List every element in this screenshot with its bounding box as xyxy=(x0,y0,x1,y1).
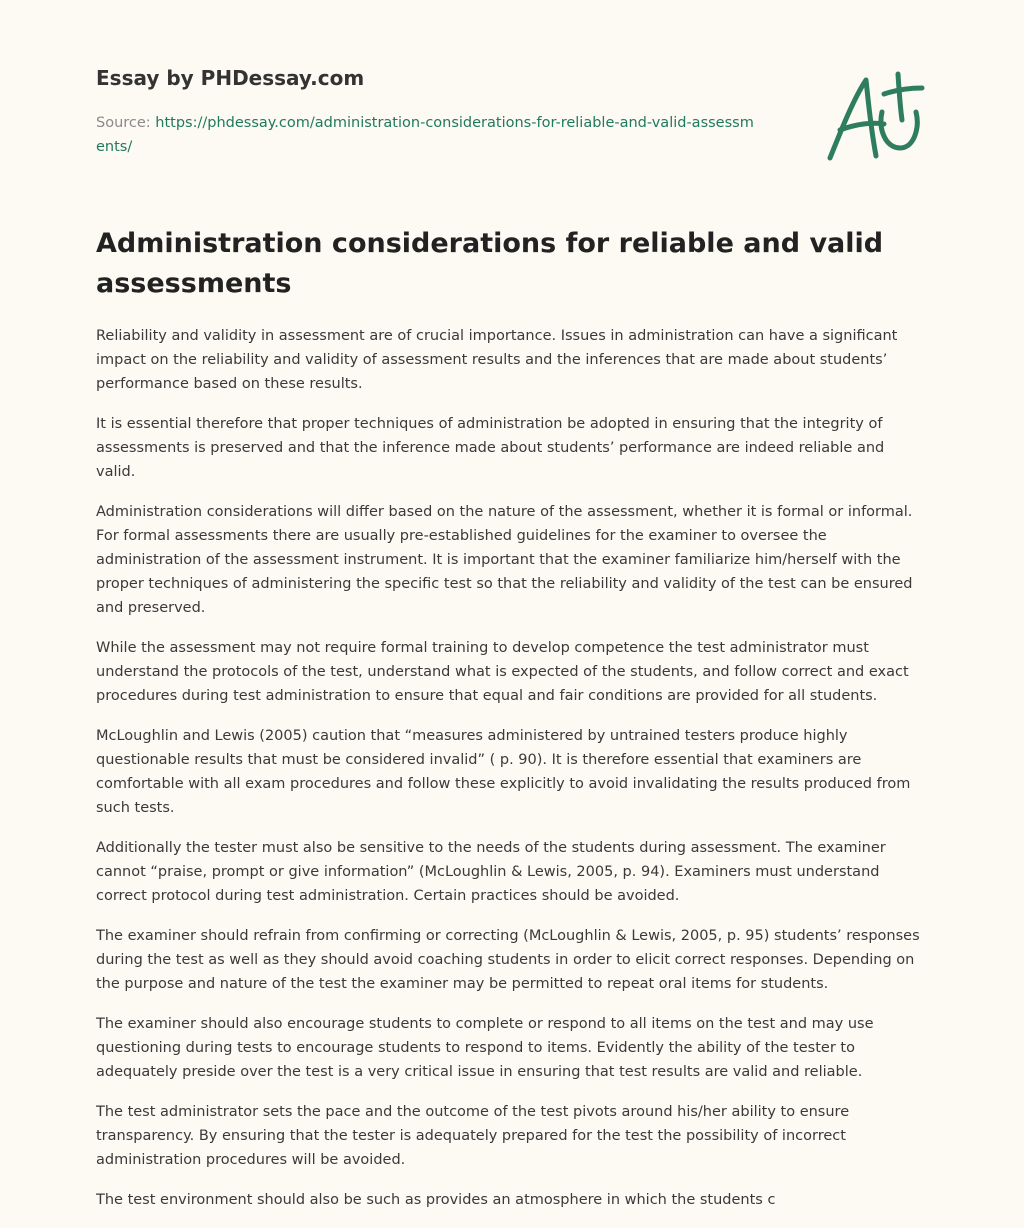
paragraph: The test administrator sets the pace and the outcome of the test pivots around his/her ability to ensure transparency. By ensuring that the tester is adequately prepared for the test the possibility of incorrect administration procedures will be avoided. xyxy=(96,1104,850,1168)
document-title: Administration considerations for reliable and valid assessments xyxy=(96,228,884,299)
paragraph: Administration considerations will differ based on the nature of the assessment, whether it is formal or informal. For formal assessments there are usually pre-established guidelines for the examiner to oversee the administration of the assessment instrument. It is important that the examiner familiarize him/herself with the proper techniques of administering the specific test so that the reliability and validity of the test can be ensured and preserved. xyxy=(96,504,913,616)
paragraph: It is essential therefore that proper techniques of administration be adopted in ensuring that the integrity of assessments is preserved and that the inference made about students’ performance are indeed reliable and valid. xyxy=(96,416,885,480)
paragraph: Additionally the tester must also be sensitive to the needs of the students during assessment. The examiner cannot “praise, prompt or give information” (McLoughlin & Lewis, 2005, p. 94). Examiners must understand correct protocol during test administration. Certain practices should be avoided. xyxy=(96,840,886,904)
site-title: Essay by PHDessay.com xyxy=(96,66,365,90)
page-header xyxy=(96,62,756,159)
a-plus-logo-icon xyxy=(820,68,930,168)
paragraph: Reliability and validity in assessment are of crucial importance. Issues in administration can have a significant impact on the reliability and validity of assessment results and the inferences that are made about students’ performance based on these results. xyxy=(96,328,898,392)
source-link[interactable]: https://phdessay.com/administration-considerations-for-reliable-and-valid-assessments/ xyxy=(96,115,754,155)
paragraph: The examiner should also encourage students to complete or respond to all items on the test and may use questioning during tests to encourage students to respond to items. Evidently the ability of the tester to adequately preside over the test is a very critical issue in ensuring that test results are valid and reliable. xyxy=(96,1016,874,1080)
essay-body xyxy=(96,324,926,1228)
paragraph: The test environment should also be such as provides an atmosphere in which the students c xyxy=(96,1192,776,1208)
source-label: Source: xyxy=(96,115,156,131)
paragraph: The examiner should refrain from confirming or correcting (McLoughlin & Lewis, 2005, p. 95) students’ responses during the test as well as they should avoid coaching students in order to elicit correct responses. Depending on the purpose and nature of the test the examiner may be permitted to repeat oral items for students. xyxy=(96,928,920,992)
paragraph: While the assessment may not require formal training to develop competence the test administrator must understand the protocols of the test, understand what is expected of the students, and follow correct and exact procedures during test administration to ensure that equal and fair conditions are provided for all students. xyxy=(96,640,909,704)
paragraph: McLoughlin and Lewis (2005) caution that “measures administered by untrained testers produce highly questionable results that must be considered invalid” ( p. 90). It is therefore essential that examiners are comfortable with all exam procedures and follow these explicitly to avoid invalidating the results produced from such tests. xyxy=(96,728,911,816)
source-line xyxy=(96,111,756,159)
